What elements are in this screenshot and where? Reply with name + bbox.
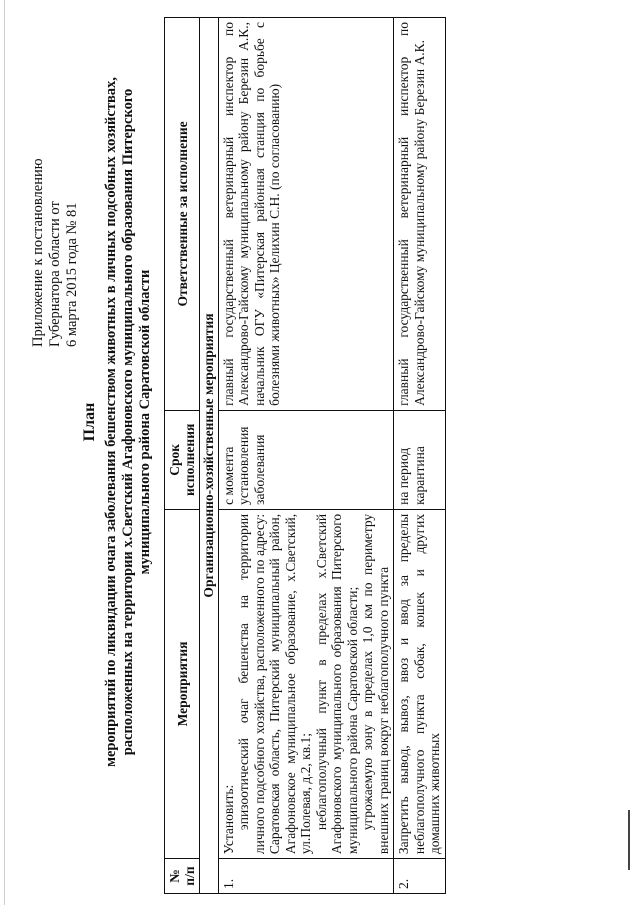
rotated-document-content — [10, 2, 630, 902]
table-row — [394, 18, 446, 894]
row-responsible: главный государственный ветеринарный инспектор по Александрово-Гайскому муниципальному району Березин А.К., начальник ОГУ «Питерская районная станция по борьбе с болезнями животных» Целихин С.Н. (по согласованию) — [218, 18, 394, 411]
activity-paragraph: угрожаемую зону в пределах 1,0 км по периметру внешних границ вокруг неблагополучного пункта — [360, 513, 391, 855]
table-header-row — [165, 18, 200, 894]
appendix-line-2: Губернатора области от — [47, 201, 63, 347]
row-activity — [218, 509, 394, 858]
section-title: Организационно-хозяйственные мероприятия — [200, 18, 219, 894]
activity-intro: Установить: — [220, 784, 236, 855]
document-title — [80, 77, 154, 767]
section-row — [200, 18, 219, 894]
row-responsible: главный государственный ветеринарный инспектор по Александрово-Гайскому муниципальному району Березин А.К. — [394, 18, 446, 411]
row-number: 2. — [394, 859, 446, 894]
title-line-1: мероприятий по ликвидации очага заболевания бешенством животных в личных подсобных хозяйствах, — [103, 77, 119, 767]
row-term: с момента установления заболевания — [218, 410, 394, 509]
appendix-line-1: Приложение к постановлению — [30, 158, 46, 347]
activity-paragraph: эпизоотический очаг бешенства на территории личного подсобного хозяйства, расположенного по адресу: Саратовская область, Питерский муниципальный район, Агафоновское муниципальное образование, х.Светский, ул.Полевая, д.2, кв.1; — [236, 513, 313, 855]
row-term: на период карантина — [394, 410, 446, 509]
measures-table — [164, 17, 446, 894]
activity-paragraph: неблагополучный пункт в пределах х.Светский Агафоновского муниципального образования Питерского муниципального района Саратовской области; — [313, 513, 360, 855]
title-plan: План — [81, 402, 98, 442]
title-line-2: расположенных на территории х.Светский Агафоновского муниципального образования Питерского — [120, 88, 136, 756]
table-row — [218, 18, 394, 894]
title-line-3: муниципального района Саратовской области — [137, 269, 153, 575]
row-activity: Запретить вывод, вывоз, ввоз и ввод за пределы неблагополучного пункта собак, кошек и других домашних животных — [394, 509, 446, 858]
header-num: № п/п — [165, 859, 200, 894]
row-number: 1. — [218, 859, 394, 894]
appendix-line-3: 6 марта 2015 года № 81 — [64, 202, 80, 347]
header-activity: Мероприятия — [165, 509, 200, 858]
appendix-note — [30, 17, 81, 347]
header-responsible: Ответственные за исполнение — [165, 18, 200, 411]
header-term: Срок исполнения — [165, 410, 200, 509]
scan-edge-line — [4, 0, 5, 905]
